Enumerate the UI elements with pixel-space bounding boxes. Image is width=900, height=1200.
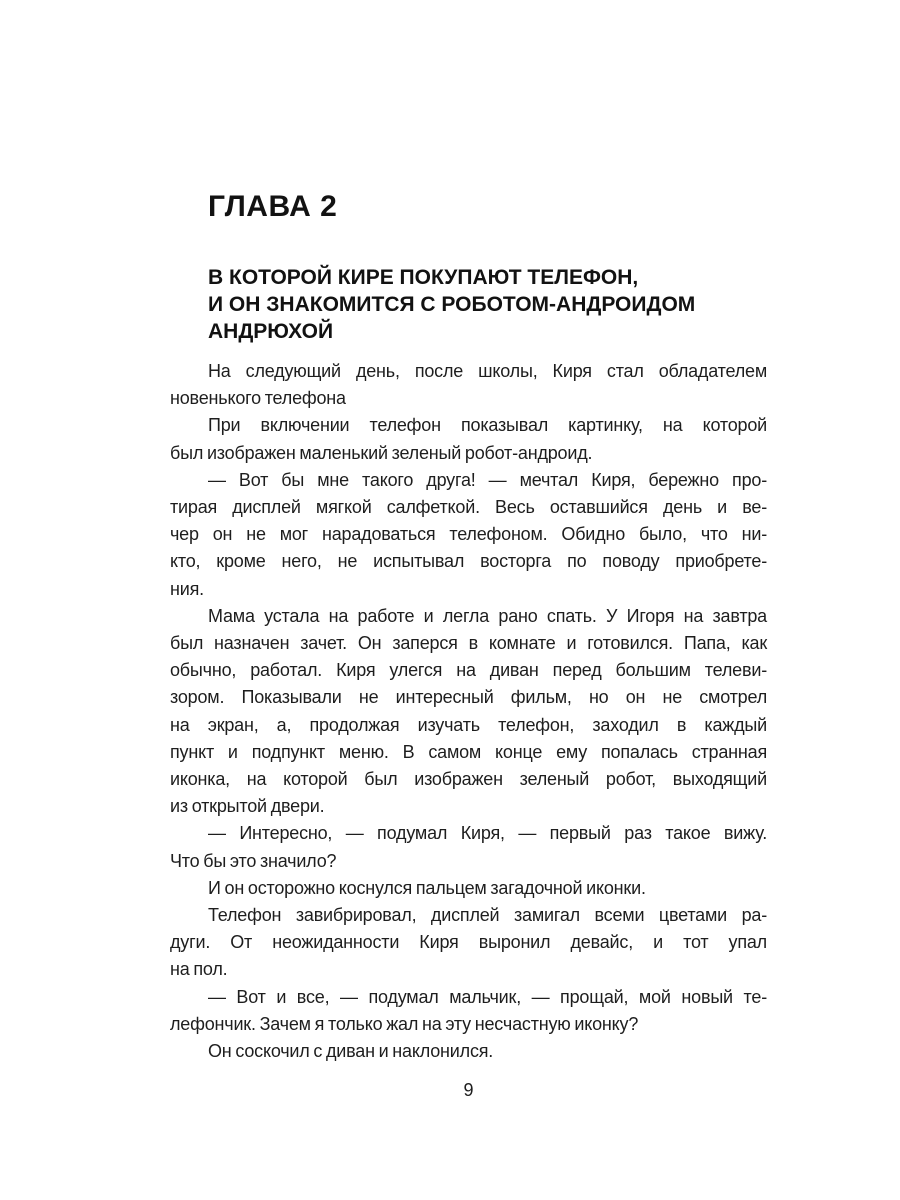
text-line: на пол. (170, 959, 228, 980)
text-line: пункт и подпункт меню. В самом конце ему попалась странная (170, 741, 767, 762)
text-line: был изображен маленький зеленый робот-андроид. (170, 442, 593, 463)
text-line: обычно, работал. Киря улегся на диван перед большим телеви- (170, 660, 767, 681)
text-line: — Вот бы мне такого друга! — мечтал Киря, бережно про- (208, 469, 767, 490)
paragraph (170, 875, 767, 902)
paragraph (170, 412, 767, 466)
text-line: на экран, а, продолжая изучать телефон, заходил в каждый (170, 714, 767, 735)
text-line: При включении телефон показывал картинку, на которой (208, 415, 767, 436)
body-text (170, 358, 767, 1065)
text-line: На следующий день, после школы, Киря стал обладателем (208, 361, 767, 381)
text-line: ния. (170, 578, 204, 599)
text-line: лефончик. Зачем я только жал на эту несчастную иконку? (170, 1013, 639, 1034)
text-line: зором. Показывали не интересный фильм, но он не смотрел (170, 687, 767, 708)
chapter-subtitle-line: АНДРЮХОЙ (208, 320, 334, 343)
text-line: кто, кроме него, не испытывал восторга по поводу приобрете- (170, 551, 767, 572)
paragraph (170, 1038, 767, 1065)
chapter-subtitle-line: В КОТОРОЙ КИРЕ ПОКУПАЮТ ТЕЛЕФОН, (208, 266, 639, 289)
text-line: — Интересно, — подумал Киря, — первый раз такое вижу. (208, 823, 767, 844)
text-line: Он соскочил с диван и наклонился. (208, 1041, 494, 1062)
text-line: чер он не мог нарадоваться телефоном. Обидно было, что ни- (170, 524, 767, 545)
text-line: из открытой двери. (170, 796, 325, 817)
text-line: — Вот и все, — подумал мальчик, — прощай, мой новый те- (208, 986, 767, 1007)
chapter-subtitle-line: И ОН ЗНАКОМИТСЯ С РОБОТОМ-АНДРОИДОМ (208, 293, 696, 316)
paragraph (170, 358, 767, 412)
text-line: тирая дисплей мягкой салфеткой. Весь оставшийся день и ве- (170, 497, 767, 518)
paragraph (170, 603, 767, 821)
text-line: был назначен зачет. Он заперся в комнате и готовился. Папа, как (170, 633, 767, 654)
text-line: Телефон завибрировал, дисплей замигал всеми цветами ра- (208, 905, 767, 926)
paragraph (170, 984, 767, 1038)
text-line: новенького телефона (170, 388, 346, 409)
text-line: дуги. От неожиданности Киря выронил девайс, и тот упал (170, 932, 767, 953)
paragraph (170, 467, 767, 603)
text-line: Что бы это значило? (170, 850, 337, 871)
text-line: И он осторожно коснулся пальцем загадочной иконки. (208, 877, 646, 898)
text-line: Мама устала на работе и легла рано спать. У Игоря на завтра (208, 605, 767, 626)
paragraph (170, 820, 767, 874)
page-number: 9 (463, 1080, 474, 1100)
chapter-title: ГЛАВА 2 (208, 190, 338, 223)
paragraph (170, 902, 767, 984)
chapter-subtitle (208, 264, 768, 345)
text-line: иконка, на которой был изображен зеленый робот, выходящий (170, 769, 767, 790)
